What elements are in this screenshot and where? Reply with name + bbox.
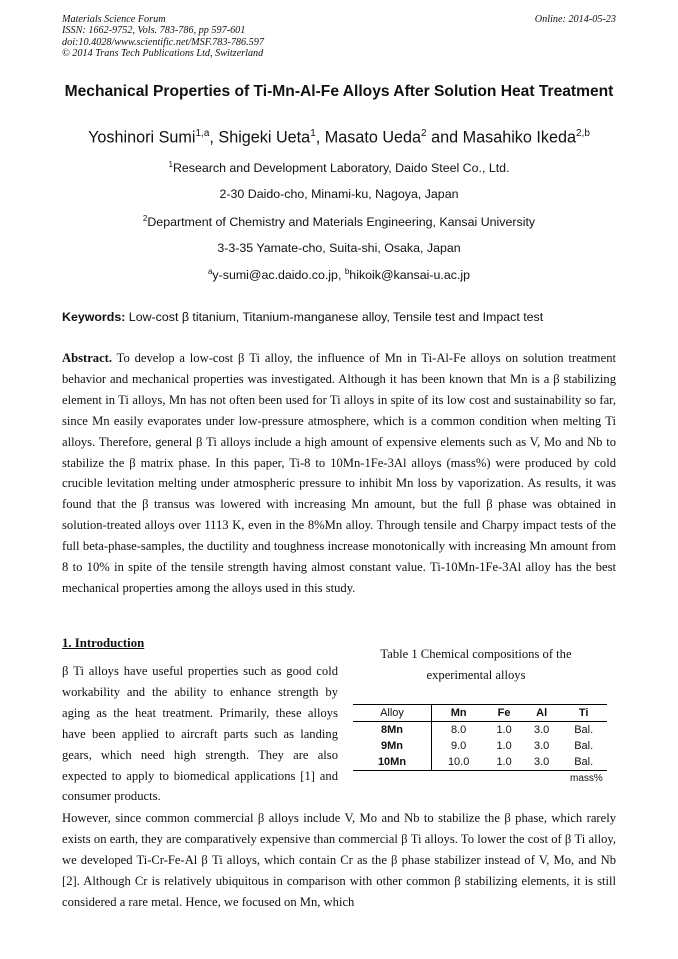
author-sep: and bbox=[426, 128, 463, 147]
doi-line: doi:10.4028/www.scientific.net/MSF.783-786.597 bbox=[62, 36, 264, 48]
keywords-label: Keywords: bbox=[62, 310, 126, 324]
table-cell: 9.0 bbox=[451, 740, 467, 752]
author-sup: 2,b bbox=[576, 128, 590, 139]
author-name: Yoshinori Sumi bbox=[88, 128, 196, 147]
author-name: Shigeki Ueta bbox=[218, 128, 311, 147]
issn-line: ISSN: 1662-9752, Vols. 783-786, pp 597-601 bbox=[62, 25, 246, 37]
composition-table bbox=[353, 704, 607, 771]
affiliation-1 bbox=[62, 160, 616, 175]
abstract-label: Abstract. bbox=[62, 351, 113, 365]
table-cell: 8Mn bbox=[353, 722, 432, 739]
author-sup: 2 bbox=[421, 128, 427, 139]
author-sup: 1,a bbox=[195, 128, 210, 139]
section-heading: 1. Introduction bbox=[62, 636, 145, 650]
paper-title: Mechanical Properties of Ti-Mn-Al-Fe Alloys After Solution Heat Treatment bbox=[64, 83, 614, 100]
affiliation-2 bbox=[62, 214, 616, 229]
affiliation-2-address: 3-3-35 Yamate-cho, Suita-shi, Osaka, Japan bbox=[217, 241, 461, 255]
table-cell: 10Mn bbox=[353, 754, 432, 771]
keywords-text: Low-cost β titanium, Titanium-manganese alloy, Tensile test and Impact test bbox=[125, 310, 544, 324]
table-header-cell: Al bbox=[536, 707, 548, 719]
author-line bbox=[62, 128, 616, 147]
author-name: Masahiko Ikeda bbox=[462, 128, 576, 147]
table-cell: 1.0 bbox=[496, 724, 512, 736]
table-cell: 8.0 bbox=[451, 724, 467, 736]
table-header-row bbox=[353, 705, 607, 722]
abstract bbox=[62, 348, 616, 599]
table-row bbox=[353, 738, 607, 754]
author-sep: , bbox=[209, 128, 219, 147]
keywords bbox=[62, 310, 616, 324]
table-row bbox=[353, 722, 607, 739]
table-cell: Bal. bbox=[574, 756, 594, 768]
table-cell: 3.0 bbox=[533, 724, 550, 736]
affiliation-sup: 1 bbox=[168, 160, 173, 169]
table-header-cell: Mn bbox=[450, 707, 467, 719]
email-b[interactable]: hikoik@kansai-u.ac.jp bbox=[349, 268, 471, 283]
table-cell: 1.0 bbox=[496, 740, 512, 752]
table-header-cell: Fe bbox=[497, 707, 511, 719]
journal-header bbox=[62, 14, 616, 60]
online-date: Online: 2014-05-23 bbox=[534, 14, 616, 25]
email-line bbox=[62, 267, 616, 282]
table-header-cell: Ti bbox=[578, 707, 589, 719]
affiliation-sup: 2 bbox=[142, 214, 148, 223]
table-cell: Bal. bbox=[574, 724, 594, 736]
intro-paragraph: β Ti alloys have useful properties such as good cold workability and the ability to enhance strength by aging as the heat treatment. Primarily, these alloys have been applied to aircraft parts such as landing gears, which need high strength. They are also expected to apply to biomedical applications [1] and consumer products. bbox=[62, 664, 338, 804]
table-cell: 3.0 bbox=[533, 740, 550, 752]
intro-paragraph-continued: However, since common commercial β alloys include V, Mo and Nb to stabilize the β phase, which rarely exists on earth, they are comparatively expensive than commercial β Ti alloys. To lower the cost of β Ti alloy, we developed Ti-Cr-Fe-Al β Ti alloys, which contain Cr as the β phase stabilizer instead of V, Mo, and Nb [2]. Although Cr is relatively ubiquitous in comparison with other common β stabilizing elements, it is still considered a rare metal. Hence, we focused on Mn, which bbox=[62, 811, 616, 909]
table-header-cell: Alloy bbox=[353, 705, 432, 722]
journal-name: Materials Science Forum bbox=[62, 14, 166, 25]
table-cell: 10.0 bbox=[447, 756, 470, 768]
table-cell: 1.0 bbox=[496, 756, 512, 768]
author-name: Masato Ueda bbox=[324, 128, 422, 147]
author-sup: 1 bbox=[310, 128, 316, 139]
table-unit: mass% bbox=[570, 773, 603, 784]
affiliation-1-address: 2-30 Daido-cho, Minami-ku, Nagoya, Japan bbox=[219, 187, 459, 201]
table-cell: Bal. bbox=[574, 740, 594, 752]
email-a[interactable]: y-sumi@ac.daido.co.jp, bbox=[212, 268, 345, 283]
table-caption: Table 1 Chemical compositions of the experimental alloys bbox=[380, 647, 572, 682]
email-sup: b bbox=[344, 267, 350, 276]
copyright-line: © 2014 Trans Tech Publications Ltd, Switzerland bbox=[62, 48, 264, 60]
table-row bbox=[353, 754, 607, 771]
affiliation-name: Research and Development Laboratory, Daido Steel Co., Ltd. bbox=[172, 161, 510, 176]
author-sep: , bbox=[315, 128, 325, 147]
abstract-text: To develop a low-cost β Ti alloy, the influence of Mn in Ti-Al-Fe alloys on solution treatment behavior and mechanical properties was investigated. Although it has been known that Mn is a β stabilizing element in Ti alloys, Mn has not often been used for Ti alloys in spite of its low cost and sustainability so far, since Mn easily evaporates under low-pressure atmosphere, which is a common condition when melting Ti alloys. Therefore, general β Ti alloys include a high amount of expensive elements such as V, Mo and Nb to stabilize the β matrix phase. In this paper, Ti-8 to 10Mn-1Fe-3Al alloys (mass%) were produced by cold crucible levitation melting under atmospheric pressure to inhibit Mn loss by vaporization. As results, it was found that the β transus was lowered with increasing Mn amount, but the full β phase was obtained in solution-treated alloys over 1113 K, even in the 8%Mn alloy. Through tensile and Charpy impact tests of the full beta-phase-samples, the ductility and toughness increase monotonically with increasing Mn amount from 8 to 10% in spite of the tensile strength having almost constant value. Ti-10Mn-1Fe-3Al alloy has the best mechanical properties among the alloys used in this study. bbox=[62, 351, 616, 595]
affiliation-name: Department of Chemistry and Materials Engineering, Kansai University bbox=[147, 215, 536, 230]
table-cell: 9Mn bbox=[353, 738, 432, 754]
table-cell: 3.0 bbox=[533, 756, 550, 768]
email-sup: a bbox=[207, 267, 213, 276]
